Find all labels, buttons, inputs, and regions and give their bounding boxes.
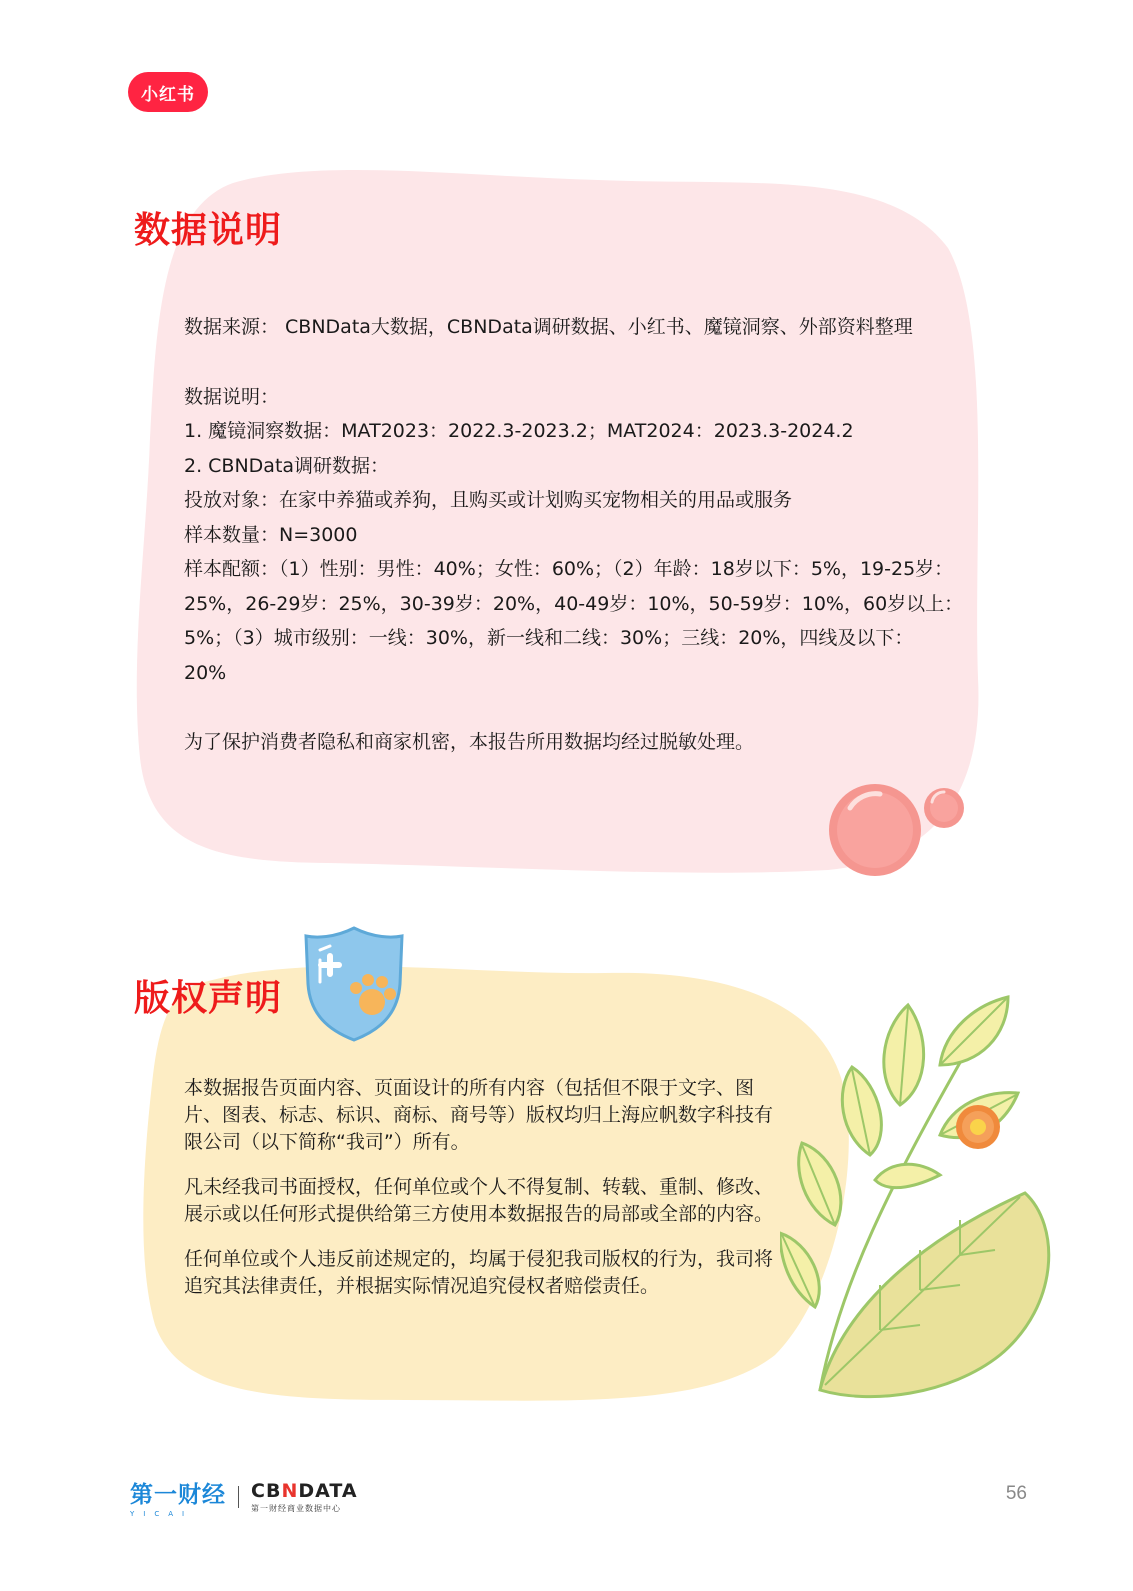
data-desc-line2: 2. CBNData调研数据：	[184, 454, 390, 477]
cbndata-logo-mid: N	[281, 1480, 299, 1502]
sample-quota-line3: 5%；（3）城市级别：一线：30%，新一线和二线：30%；三线：20%，四线及以下：	[184, 627, 914, 649]
sample-quota-line1: 样本配额：（1）性别：男性：40%；女性：60%；（2）年龄：18岁以下：5%，19-25岁：	[184, 558, 954, 580]
copyright-paragraph-1: 本数据报告页面内容、页面设计的所有内容（包括但不限于文字、图片、图表、标志、标识、商标、商号等）版权均归上海应帆数字科技有限公司（以下简称“我司”）所有。	[184, 1077, 774, 1153]
data-desc-line1: 1. 魔镜洞察数据：MAT2023：2022.3-2023.2；MAT2024：2023.3-2024.2	[184, 420, 854, 442]
cbndata-logo-sub: 第一财经商业数据中心	[251, 1504, 341, 1513]
leaf-plant-illustration	[780, 985, 1060, 1405]
cbndata-logo-left: CB	[251, 1480, 282, 1502]
copyright-paragraph-2: 凡未经我司书面授权，任何单位或个人不得复制、转载、重制、修改、展示或以任何形式提供给第三方使用本数据报告的局部或全部的内容。	[184, 1176, 774, 1225]
sample-quota-line2: 25%，26-29岁：25%，30-39岁：20%，40-49岁：10%，50-59岁：10%，60岁以上：	[184, 592, 964, 615]
survey-target: 投放对象：在家中养猫或养狗，且购买或计划购买宠物相关的用品或服务	[184, 489, 793, 511]
copyright-section-title: 版权声明	[134, 978, 283, 1019]
page-number: 56	[1005, 1483, 1027, 1504]
cbndata-logo-right: DATA	[298, 1480, 358, 1502]
copyright-paragraph-3: 任何单位或个人违反前述规定的，均属于侵犯我司版权的行为，我司将追究其法律责任，并根据实际情况追究侵权者赔偿责任。	[184, 1248, 774, 1297]
sample-quota-line4: 20%	[184, 661, 227, 684]
copyright-body	[184, 1075, 784, 1318]
xiaohongshu-logo: 小红书	[128, 72, 208, 112]
yicai-logo-text: 第一财经	[130, 1482, 226, 1508]
footer-brand	[130, 1476, 358, 1518]
data-section-title: 数据说明	[134, 210, 283, 251]
privacy-note: 为了保护消费者隐私和商家机密，本报告所用数据均经过脱敏处理。	[184, 731, 755, 753]
footer-divider	[238, 1486, 239, 1508]
data-source: 数据来源： CBNData大数据，CBNData调研数据、小红书、魔镜洞察、外部资料整理	[184, 316, 913, 338]
sample-size: 样本数量：N=3000	[184, 523, 358, 546]
yicai-logo	[130, 1476, 226, 1518]
bubbles-decoration	[820, 778, 980, 888]
data-desc-heading: 数据说明：	[184, 385, 280, 408]
yicai-logo-sub: YICAI	[130, 1510, 194, 1518]
cbndata-logo	[251, 1480, 358, 1514]
data-description-body	[184, 310, 964, 760]
shield-paw-icon	[300, 922, 408, 1044]
